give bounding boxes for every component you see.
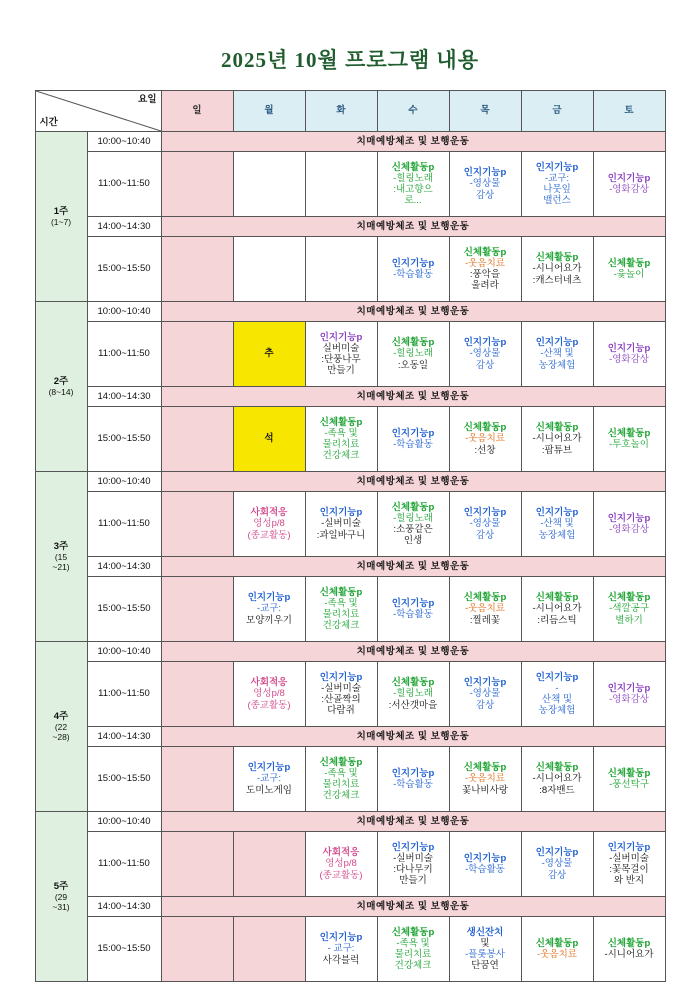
program-line: 모양끼우기 — [246, 614, 292, 626]
program-cell — [449, 152, 521, 217]
program-cell — [449, 237, 521, 302]
time-cell: 14:00~14:30 — [87, 387, 161, 407]
program-line: 별하기 — [615, 614, 643, 626]
program-line: -실버미술 — [321, 518, 361, 530]
week-range: (22 ~28) — [52, 722, 70, 743]
program-line: 물리치료 — [394, 949, 432, 960]
corner-time-label: 시간 — [39, 116, 58, 128]
program-cell — [593, 407, 665, 472]
day-header-fri: 금 — [521, 91, 593, 132]
program-line: :소풍같은 — [393, 524, 433, 535]
program-line: -영화감상 — [609, 354, 649, 365]
program-line: 만들기 — [327, 365, 355, 377]
program-line: :캐스터네츠 — [532, 274, 582, 286]
program-line: :오동일 — [397, 359, 429, 371]
program-line: (종교활동) — [247, 699, 291, 711]
program-line: -투호놀이 — [609, 439, 649, 450]
time-cell: 11:00~11:50 — [87, 322, 161, 387]
program-cell — [593, 747, 665, 812]
program-line: 인지기능p — [391, 427, 435, 439]
empty-cell — [161, 917, 233, 982]
program-line: 신체활동p — [463, 422, 507, 434]
program-line: :팝튜브 — [541, 444, 573, 456]
time-cell: 15:00~15:50 — [87, 237, 161, 302]
week-label: 5주 — [53, 880, 69, 892]
program-cell — [449, 662, 521, 727]
program-line: 인지기능p — [463, 677, 507, 689]
program-line: 영성p/8 — [253, 518, 285, 530]
program-line: 신체활동p — [391, 161, 435, 173]
empty-cell — [233, 917, 305, 982]
band-row-afternoon: 치매예방체조 및 보행운동 — [161, 897, 665, 917]
program-line: 사회적응 — [250, 677, 288, 689]
program-line: 로... — [404, 195, 422, 207]
program-line: -시니어요가 — [532, 773, 582, 785]
program-line: -학습활동 — [393, 609, 433, 620]
program-line: 인지기능p — [607, 172, 651, 184]
time-cell: 15:00~15:50 — [87, 917, 161, 982]
program-line: - — [555, 682, 559, 694]
program-line: 신체활동p — [319, 756, 363, 768]
program-line: 영성p/8 — [253, 688, 285, 700]
program-line: 신체활동p — [607, 592, 651, 604]
program-line: 감상 — [475, 189, 495, 201]
program-line: -학습활동 — [393, 269, 433, 280]
program-line: 신체활동p — [607, 767, 651, 779]
time-cell: 11:00~11:50 — [87, 662, 161, 727]
program-line: 인지기능p — [463, 337, 507, 349]
program-cell — [305, 492, 377, 557]
time-cell: 11:00~11:50 — [87, 492, 161, 557]
band-row-morning: 치매예방체조 및 보행운동 — [161, 642, 665, 662]
program-line: 신체활동p — [391, 677, 435, 689]
program-cell — [449, 832, 521, 897]
program-line: 사회적응 — [322, 847, 360, 859]
program-cell — [233, 747, 305, 812]
program-line: -족욕 및 — [396, 937, 430, 949]
program-line: :다나무키 — [393, 864, 433, 875]
program-line: -학습활동 — [393, 779, 433, 790]
program-cell — [593, 917, 665, 982]
program-line: 신체활동p — [463, 592, 507, 604]
program-line: 물리치료 — [322, 779, 360, 790]
holiday-cell: 석 — [233, 407, 305, 472]
program-line: -영상물 — [469, 688, 501, 700]
program-line: -시니어요가 — [532, 603, 582, 615]
program-cell — [305, 407, 377, 472]
program-line: 영성p/8 — [325, 858, 357, 870]
program-cell — [521, 662, 593, 727]
program-cell — [593, 662, 665, 727]
week-range: (1~7) — [50, 217, 72, 228]
program-cell — [521, 237, 593, 302]
empty-cell — [161, 322, 233, 387]
program-line: -실버미술 — [393, 852, 433, 864]
program-line: 건강체크 — [322, 790, 360, 802]
day-header-wed: 수 — [377, 91, 449, 132]
program-line: :내고향으 — [393, 184, 433, 195]
week-range: (15 ~21) — [52, 552, 70, 573]
program-cell — [521, 152, 593, 217]
program-line: 인지기능p — [607, 682, 651, 694]
program-line: 인지기능p — [535, 671, 579, 683]
program-line: -교구: — [256, 603, 282, 615]
program-line: -시니어요가 — [532, 263, 582, 275]
band-row-morning: 치매예방체조 및 보행운동 — [161, 132, 665, 152]
program-cell — [593, 237, 665, 302]
program-cell — [449, 577, 521, 642]
time-cell: 10:00~10:40 — [87, 642, 161, 662]
program-line: -웃음치료 — [465, 257, 505, 269]
program-line: -힐링노래 — [393, 172, 433, 184]
program-line: -교구: — [256, 773, 282, 785]
program-line: -시니어요가 — [604, 949, 654, 960]
time-cell: 15:00~15:50 — [87, 577, 161, 642]
time-cell: 14:00~14:30 — [87, 727, 161, 747]
time-cell: 15:00~15:50 — [87, 747, 161, 812]
program-line: -색깔공구 — [609, 603, 649, 615]
empty-cell — [233, 152, 305, 217]
day-header-sun: 일 — [161, 91, 233, 132]
band-row-morning: 치매예방체조 및 보행운동 — [161, 812, 665, 832]
program-line: 건강체크 — [394, 960, 432, 972]
program-line: -영화감상 — [609, 184, 649, 195]
time-cell: 10:00~10:40 — [87, 472, 161, 492]
program-cell — [593, 577, 665, 642]
program-line: 사각블럭 — [322, 954, 360, 966]
program-line: :선창 — [474, 444, 496, 456]
program-line: -산책 및 — [540, 518, 574, 530]
empty-cell — [161, 407, 233, 472]
program-line: 생신잔치 — [466, 926, 504, 938]
program-line: 인지기능p — [247, 762, 291, 774]
program-line: 인지기능p — [319, 507, 363, 519]
program-line: 신체활동p — [535, 592, 579, 604]
empty-cell — [305, 152, 377, 217]
program-cell — [593, 492, 665, 557]
table-body — [35, 132, 665, 982]
week-label-cell — [35, 302, 87, 472]
program-line: -학습활동 — [465, 864, 505, 875]
program-cell — [305, 917, 377, 982]
program-line: -산책 및 — [540, 348, 574, 360]
corner-day-label: 요일 — [138, 94, 157, 105]
band-row-afternoon: 치매예방체조 및 보행운동 — [161, 557, 665, 577]
empty-cell — [161, 662, 233, 727]
program-line: :8자밴드 — [539, 784, 575, 796]
week-label: 4주 — [53, 710, 69, 722]
week-label: 1주 — [53, 205, 69, 217]
program-line: 신체활동p — [463, 762, 507, 774]
program-line: -힐링노래 — [393, 688, 433, 700]
program-line: :서산갯마을 — [388, 699, 438, 711]
week-label-cell — [35, 642, 87, 812]
program-line: (종교활동) — [319, 869, 363, 881]
time-cell: 14:00~14:30 — [87, 557, 161, 577]
program-cell — [521, 492, 593, 557]
program-line: 인지기능p — [607, 342, 651, 354]
program-cell — [305, 662, 377, 727]
program-line: 물리치료 — [322, 439, 360, 450]
week-range: (29 ~31) — [52, 892, 70, 913]
program-line: 농장체험 — [538, 529, 576, 541]
program-line: -웃음치료 — [465, 433, 505, 445]
program-cell — [377, 917, 449, 982]
empty-cell — [233, 832, 305, 897]
program-cell — [233, 492, 305, 557]
empty-cell — [161, 237, 233, 302]
program-line: 건강체크 — [322, 450, 360, 462]
program-line: -족욕 및 — [324, 597, 358, 609]
time-cell: 10:00~10:40 — [87, 812, 161, 832]
program-line: 인지기능p — [391, 841, 435, 853]
program-cell — [233, 577, 305, 642]
program-line: -학습활동 — [393, 439, 433, 450]
program-cell — [305, 832, 377, 897]
program-line: 인지기능p — [391, 257, 435, 269]
day-header-tue: 화 — [305, 91, 377, 132]
program-line: :찔레꽃 — [469, 614, 501, 626]
program-line: 인생 — [403, 535, 423, 547]
program-line: 울려라 — [471, 280, 499, 292]
program-line: :리듬스틱 — [537, 614, 577, 626]
page-title: 2025년 10월 프로그램 내용 — [220, 48, 480, 72]
program-line: :과일바구니 — [316, 529, 366, 541]
empty-cell — [161, 152, 233, 217]
program-line: 인지기능p — [535, 507, 579, 519]
program-line: 농장체험 — [538, 359, 576, 371]
program-line: 및 — [480, 937, 490, 949]
program-cell — [377, 237, 449, 302]
program-line: 신체활동p — [391, 337, 435, 349]
program-line: 감상 — [475, 529, 495, 541]
program-line: 인지기능p — [319, 671, 363, 683]
program-cell — [377, 577, 449, 642]
program-line: - 교구: — [327, 943, 355, 955]
time-cell: 10:00~10:40 — [87, 302, 161, 322]
program-line: 인지기능p — [319, 331, 363, 343]
program-line: :산골짝의 — [321, 694, 361, 705]
program-line: 인지기능p — [463, 852, 507, 864]
program-cell — [521, 747, 593, 812]
program-line: :꽃목걸이 — [609, 864, 649, 875]
program-cell — [377, 407, 449, 472]
program-line: 신체활동p — [463, 246, 507, 258]
program-line: 꽃나비사랑 — [462, 784, 508, 796]
program-line: :풍악을 — [469, 269, 501, 280]
program-cell — [377, 662, 449, 727]
program-line: 신체활동p — [607, 937, 651, 949]
program-line: 신체활동p — [319, 586, 363, 598]
program-cell — [521, 322, 593, 387]
program-cell — [233, 662, 305, 727]
time-cell: 14:00~14:30 — [87, 217, 161, 237]
program-line: -웃음치료 — [465, 773, 505, 785]
program-line: -영상물 — [469, 178, 501, 190]
program-line: 와 반지 — [613, 875, 645, 887]
day-header-sat: 토 — [593, 91, 665, 132]
empty-cell — [161, 492, 233, 557]
time-cell: 14:00~14:30 — [87, 897, 161, 917]
program-cell — [449, 492, 521, 557]
program-line: 감상 — [547, 869, 567, 881]
program-line: 도미노게임 — [246, 784, 292, 796]
program-line: -영화감상 — [609, 694, 649, 705]
program-line: -힐링노래 — [393, 512, 433, 524]
program-cell — [593, 322, 665, 387]
program-line: 신체활동p — [607, 257, 651, 269]
empty-cell — [161, 832, 233, 897]
program-line: 사회적응 — [250, 507, 288, 519]
time-cell: 10:00~10:40 — [87, 132, 161, 152]
program-line: -웃음치료 — [537, 949, 577, 960]
program-line: 인지기능p — [535, 337, 579, 349]
program-line: 인지기능p — [319, 932, 363, 944]
program-cell — [449, 917, 521, 982]
program-line: -실버미술 — [321, 682, 361, 694]
program-line: 신체활동p — [391, 501, 435, 513]
program-cell — [521, 407, 593, 472]
table-header — [35, 91, 665, 132]
holiday-cell: 추 — [233, 322, 305, 387]
program-cell — [593, 832, 665, 897]
program-line: :단풍나무 — [321, 354, 361, 365]
program-line: 밸런스 — [543, 195, 571, 207]
week-label: 3주 — [53, 540, 69, 552]
program-line: 산책 및 — [541, 694, 573, 705]
program-line: 인지기능p — [535, 161, 579, 173]
program-line: 신체활동p — [607, 427, 651, 439]
week-label: 2주 — [53, 375, 69, 387]
program-line: (종교활동) — [247, 529, 291, 541]
program-cell — [377, 322, 449, 387]
program-cell — [377, 152, 449, 217]
program-line: 신체활동p — [535, 762, 579, 774]
program-cell — [377, 747, 449, 812]
program-line: 인지기능p — [607, 512, 651, 524]
program-cell — [377, 492, 449, 557]
program-line: 인지기능p — [391, 597, 435, 609]
program-cell — [449, 407, 521, 472]
band-row-morning: 치매예방체조 및 보행운동 — [161, 472, 665, 492]
program-line: 신체활동p — [535, 252, 579, 264]
program-cell — [521, 577, 593, 642]
program-line: 감상 — [475, 699, 495, 711]
program-line: 실버미술 — [322, 342, 360, 354]
program-line: 인지기능p — [247, 592, 291, 604]
program-cell — [377, 832, 449, 897]
week-label-cell — [35, 812, 87, 982]
program-line: -힐링노래 — [393, 348, 433, 360]
program-line: -족욕 및 — [324, 767, 358, 779]
program-line: 농장체험 — [538, 705, 576, 717]
day-header-mon: 월 — [233, 91, 305, 132]
program-line: 인지기능p — [391, 767, 435, 779]
week-range: (8~14) — [48, 387, 74, 398]
program-line: -영상물 — [469, 348, 501, 360]
program-line: -교구: — [544, 172, 570, 184]
program-line: 인지기능p — [607, 841, 651, 853]
program-line: -실버미술 — [609, 852, 649, 864]
corner-header — [35, 91, 161, 132]
program-line: 건강체크 — [322, 620, 360, 632]
program-cell — [449, 747, 521, 812]
program-line: -족욕 및 — [324, 427, 358, 439]
program-cell — [305, 322, 377, 387]
program-line: 인지기능p — [463, 167, 507, 179]
band-row-morning: 치매예방체조 및 보행운동 — [161, 302, 665, 322]
week-label-cell — [35, 472, 87, 642]
program-cell — [305, 577, 377, 642]
schedule-table — [35, 90, 666, 982]
program-cell — [521, 917, 593, 982]
program-line: 인지기능p — [535, 847, 579, 859]
program-line: 인지기능p — [463, 507, 507, 519]
time-cell: 11:00~11:50 — [87, 832, 161, 897]
program-line: 신체활동p — [535, 422, 579, 434]
program-line: 만들기 — [399, 875, 427, 887]
program-line: 신체활동p — [535, 937, 579, 949]
program-cell — [593, 152, 665, 217]
empty-cell — [233, 237, 305, 302]
week-label-cell — [35, 132, 87, 302]
day-header-thu: 목 — [449, 91, 521, 132]
program-line: -웃음치료 — [465, 603, 505, 615]
program-line: -영화감상 — [609, 524, 649, 535]
program-line: -영상물 — [541, 858, 573, 870]
program-line: 나뭇잎 — [543, 184, 571, 195]
empty-cell — [161, 577, 233, 642]
program-line: 다람쥐 — [327, 705, 355, 717]
program-line: 단꿈연 — [471, 960, 499, 972]
time-cell: 11:00~11:50 — [87, 152, 161, 217]
program-line: -영상물 — [469, 518, 501, 530]
band-row-afternoon: 치매예방체조 및 보행운동 — [161, 217, 665, 237]
band-row-afternoon: 치매예방체조 및 보행운동 — [161, 387, 665, 407]
empty-cell — [161, 747, 233, 812]
program-line: -플롯봉사 — [465, 949, 505, 960]
program-cell — [521, 832, 593, 897]
program-line: 물리치료 — [322, 609, 360, 620]
program-line: -풍선탁구 — [609, 779, 649, 790]
band-row-afternoon: 치매예방체조 및 보행운동 — [161, 727, 665, 747]
program-line: -윷놀이 — [613, 269, 645, 280]
program-cell — [449, 322, 521, 387]
time-cell: 15:00~15:50 — [87, 407, 161, 472]
program-cell — [305, 747, 377, 812]
empty-cell — [305, 237, 377, 302]
program-line: 신체활동p — [319, 416, 363, 428]
program-line: -시니어요가 — [532, 433, 582, 445]
program-line: 신체활동p — [391, 926, 435, 938]
program-line: 감상 — [475, 359, 495, 371]
